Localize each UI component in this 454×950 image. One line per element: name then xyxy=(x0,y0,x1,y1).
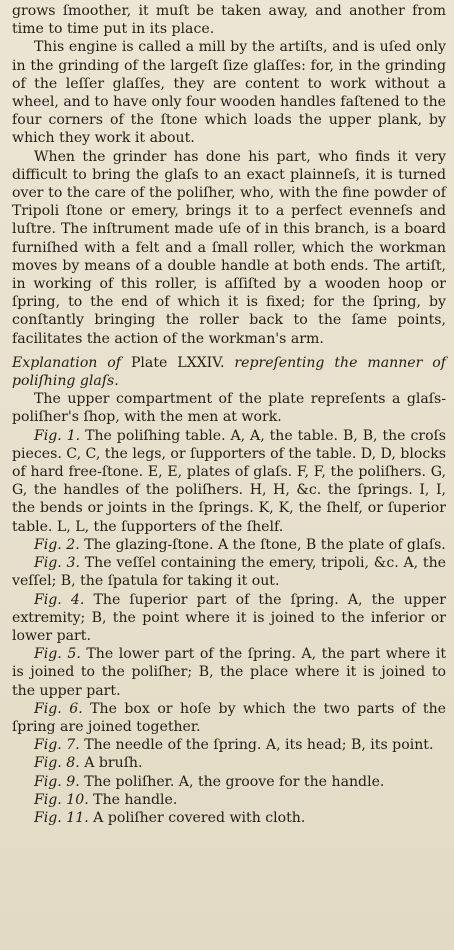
figure-label: Fig. 11. xyxy=(34,809,89,826)
figure-text: The needle of the ſpring. A, its head; B, its point. xyxy=(84,737,434,754)
figure-10-entry xyxy=(12,791,446,809)
figure-label: Fig. 1. xyxy=(34,427,81,444)
figure-3-entry xyxy=(12,554,446,590)
figure-text: The ſuperior part of the ſpring. A, the upper extremity; B, the point where it is joined to the inferior or lower part. xyxy=(12,591,446,644)
figure-1-entry xyxy=(12,427,446,536)
figure-text: The lower part of the ſpring. A, the part where it is joined to the poliſher; B, the place where it is joined to the upper part. xyxy=(12,646,447,699)
figure-label: Fig. 9. xyxy=(34,773,80,790)
figure-text: The box or hoſe by which the two parts of the ſpring are joined together. xyxy=(12,700,446,735)
figure-text: The poliſhing table. A, A, the table. B, B, the croſs pieces. C, C, the legs, or ſupporters of the table. D, D, blocks of hard free-ſtone. E, E, plates of glaſs. F, F, the poliſhers. G, G, the handles of the poliſhers. H, H, &c. the ſprings. I, I, the bends or joints in the ſprings. K, K, the ſhelf, or ſuperior table. L, L, the ſupporters of the ſhelf. xyxy=(12,427,447,535)
figure-5-entry xyxy=(12,645,446,700)
plate-intro: The upper compartment of the plate repreſents a glaſs-poliſher's ſhop, with the men at work. xyxy=(12,391,446,426)
figure-4-entry xyxy=(12,591,446,646)
paragraph-continuation: grows ſmoother, it muſt be taken away, and another from time to time put in its place. xyxy=(12,3,446,38)
figure-label: Fig. 6. xyxy=(34,700,83,717)
figure-label: Fig. 5. xyxy=(34,646,81,663)
page-text xyxy=(12,2,446,827)
figure-8-entry xyxy=(12,754,446,772)
figure-label: Fig. 7. xyxy=(34,737,80,754)
heading-prefix: Explanation of xyxy=(12,354,122,371)
figure-text: The handle. xyxy=(93,791,178,808)
figure-text: A bruſh. xyxy=(84,755,143,772)
figure-text: A poliſher covered with cloth. xyxy=(93,809,306,826)
figure-label: Fig. 4. xyxy=(34,591,85,608)
figure-6-entry xyxy=(12,700,446,736)
figure-11-entry xyxy=(12,809,446,827)
figure-label: Fig. 2. xyxy=(34,536,80,553)
paragraph-polisher: When the grinder has done his part, who finds it very difficult to bring the glaſs to an exact plainneſs, it is turned over to the care of the poliſher, who, with the fine powder of Tripoli ſtone or emery, brings it to a perfect evenneſs and luſtre. The inſtrument made uſe of in this branch, is a board furniſhed with a felt and a ſmall roller, which the workman moves by means of a double handle at both ends. The artiſt, in working of this roller, is aſſiſted by a wooden hoop or ſpring, to the end of which it is fixed; for the ſpring, by conſtantly bringing the roller back to the ſame points, facilitates the action of the workman's arm. xyxy=(12,148,446,347)
figure-label: Fig. 8. xyxy=(34,755,80,772)
figure-2-entry xyxy=(12,536,446,554)
heading-suffix: repreſenting the manner of poliſhing glaſs. xyxy=(12,354,446,390)
figure-label: Fig. 10. xyxy=(34,791,89,808)
figure-text: The glazing-ſtone. A the ſtone, B the plate of glaſs. xyxy=(84,536,446,553)
figure-7-entry xyxy=(12,736,446,754)
figure-text: The poliſher. A, the groove for the handle. xyxy=(84,773,385,790)
figure-9-entry xyxy=(12,773,446,791)
plate-heading xyxy=(12,354,446,390)
heading-plate: Plate LXXIV. xyxy=(130,354,225,371)
figure-text: The veſſel containing the emery, tripoli, &c. A, the veſſel; B, the ſpatula for taking it out. xyxy=(12,555,446,590)
figure-label: Fig. 3. xyxy=(34,555,80,572)
paragraph-mill: This engine is called a mill by the artiſts, and is uſed only in the grinding of the largeſt ſize glaſſes: for, in the grinding of the leſſer glaſſes, they are content to work without a wheel, and to have only four wooden handles faſtened to the four corners of the ſtone which loads the upper plank, by which they work it about. xyxy=(12,39,446,147)
